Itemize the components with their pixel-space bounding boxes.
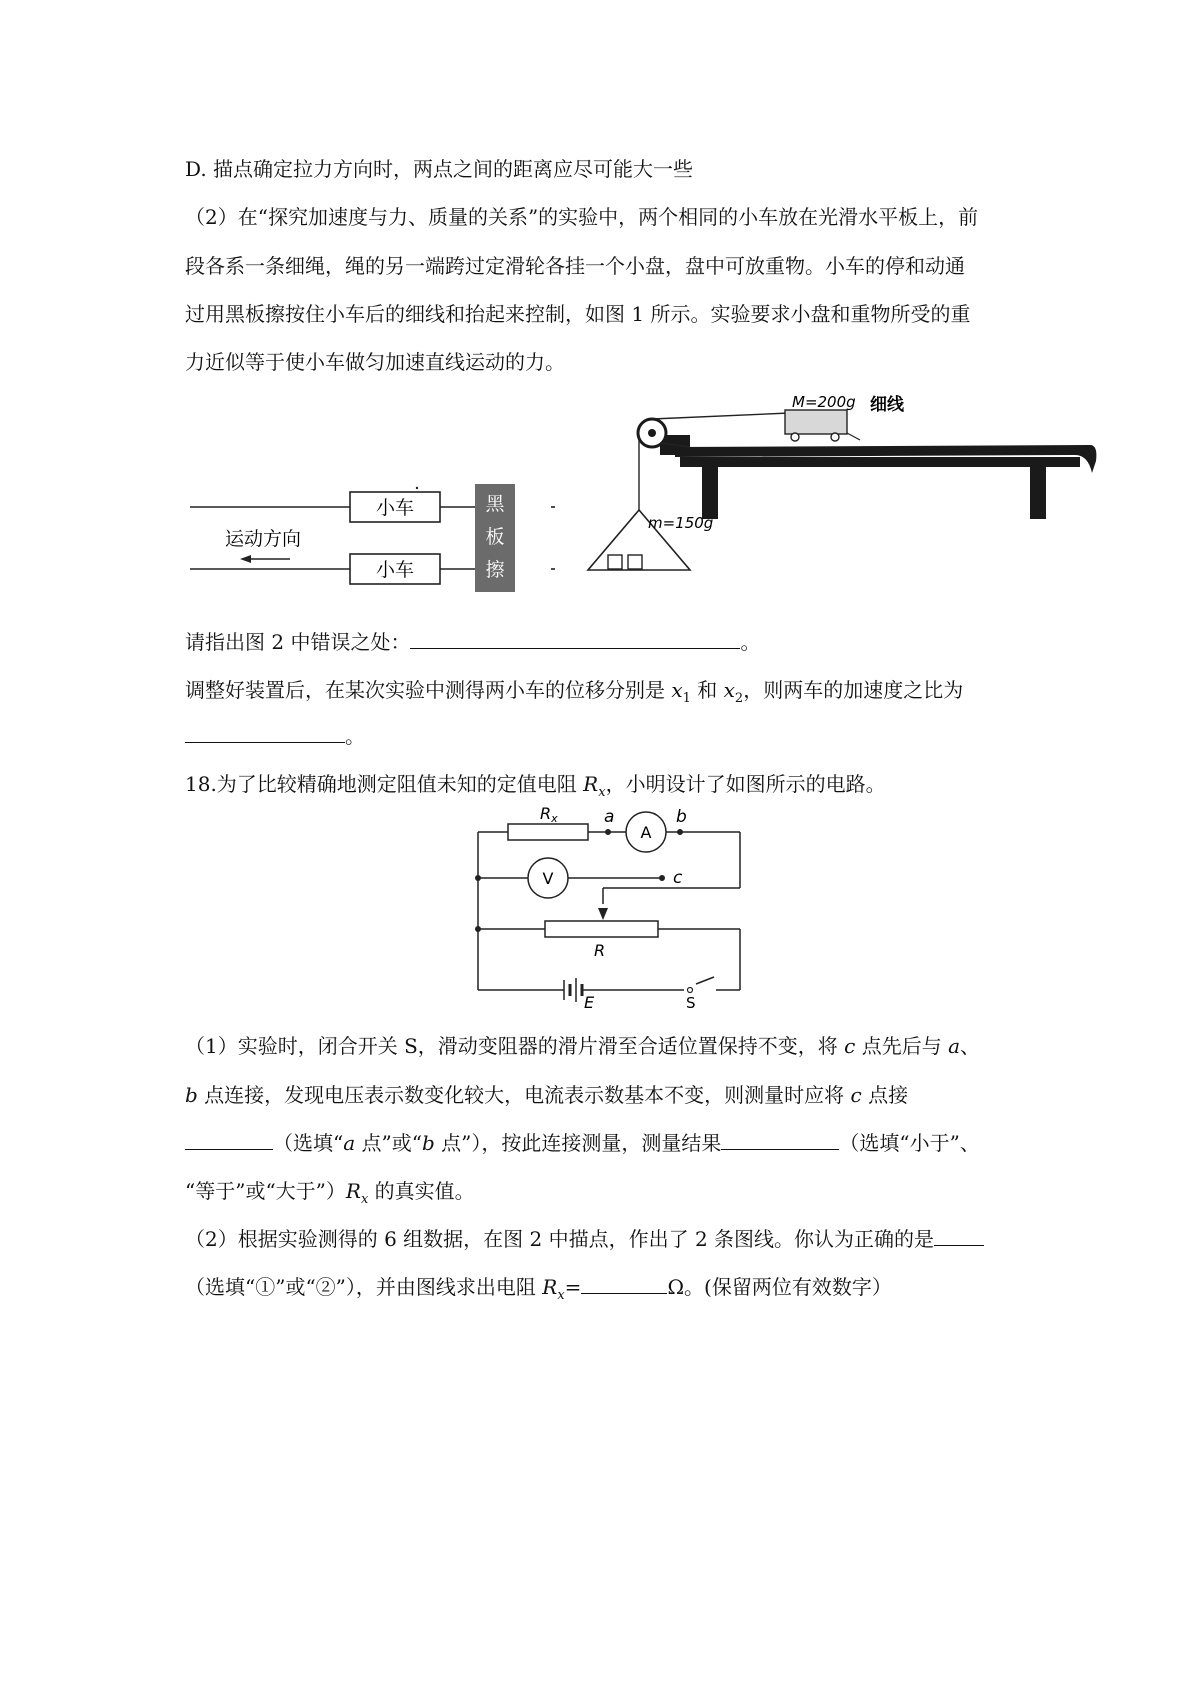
c-symbol-2: c bbox=[850, 1083, 862, 1107]
q18-p2-line1 bbox=[185, 1225, 984, 1253]
rx-symbol: R bbox=[583, 772, 599, 796]
answer-blank-resistance[interactable] bbox=[581, 1273, 667, 1294]
q18-p1-text-6: （选填“ bbox=[273, 1131, 344, 1155]
q18-intro-pre: 18.为了比较精确地测定阻值未知的定值电阻 bbox=[185, 772, 584, 796]
answer-blank-c-point[interactable] bbox=[185, 1129, 273, 1150]
b-symbol-2: b bbox=[421, 1131, 435, 1155]
q17-part2-line1: （2）在“探究加速度与力、质量的关系”的实验中，两个相同的小车放在光滑水平板上，前 bbox=[185, 205, 979, 229]
q18-p1-text-3: 、 bbox=[960, 1034, 980, 1058]
string-label: 细线 bbox=[870, 395, 904, 415]
adjust-text-pre: 调整好装置后，在某次实验中测得两小车的位移分别是 bbox=[185, 678, 672, 702]
q18-p1-line4 bbox=[185, 1177, 475, 1214]
circuit-diagram bbox=[470, 804, 750, 1012]
q18-p1-text-11: 的真实值。 bbox=[368, 1179, 475, 1203]
period-1: 。 bbox=[740, 630, 761, 654]
battery-icon bbox=[564, 978, 582, 1002]
q18-p1-text-4: 点连接，发现电压表示数变化较大，电流表示数基本不变，则测量时应将 bbox=[197, 1083, 851, 1107]
node-b-label: b bbox=[676, 807, 687, 827]
cart-bottom-label: 小车 bbox=[375, 559, 415, 581]
rx-symbol-2: R bbox=[345, 1179, 361, 1203]
node-a-label: a bbox=[604, 807, 615, 827]
q18-intro bbox=[185, 770, 886, 807]
q18-p1-line3 bbox=[185, 1129, 980, 1157]
a-symbol-1: a bbox=[948, 1034, 960, 1058]
error-prompt: 请指出图 2 中错误之处： bbox=[185, 630, 411, 654]
battery-label: E bbox=[584, 993, 595, 1012]
answer-blank-result[interactable] bbox=[721, 1129, 839, 1150]
rheostat bbox=[545, 921, 658, 937]
eraser-char-3: 擦 bbox=[485, 559, 505, 581]
q17-part2-line3: 过用黑板擦按住小车后的细线和抬起来控制，如图 1 所示。实验要求小盘和重物所受的重 bbox=[185, 302, 971, 326]
figure-2-apparatus bbox=[620, 393, 1100, 585]
cart bbox=[785, 410, 847, 434]
slider-arrow-icon bbox=[598, 908, 608, 920]
pan-mass-label: m=150g bbox=[648, 514, 714, 532]
x1-symbol: x bbox=[671, 678, 683, 702]
figure-1-carts-diagram bbox=[185, 480, 555, 595]
c-symbol-1: c bbox=[844, 1034, 856, 1058]
resistor-rx bbox=[508, 824, 588, 840]
q18-p1-text-9: （选填“小于”、 bbox=[839, 1131, 980, 1155]
motion-direction-label: 运动方向 bbox=[225, 528, 302, 550]
error-prompt-line bbox=[185, 628, 760, 656]
string-line bbox=[652, 413, 790, 419]
rx-subscript-3: x bbox=[557, 1288, 565, 1303]
eraser-char-1: 黑 bbox=[485, 493, 505, 515]
q18-p1-line1 bbox=[185, 1032, 980, 1060]
q18-p1-text-1: （1）实验时，闭合开关 S，滑动变阻器的滑片滑至合适位置保持不变，将 bbox=[185, 1034, 845, 1058]
q18-p1-text-5: 点接 bbox=[861, 1083, 909, 1107]
rx-subscript: x bbox=[598, 785, 606, 800]
node-c-label: c bbox=[673, 868, 683, 888]
b-symbol-1: b bbox=[185, 1083, 198, 1107]
and-word: 和 bbox=[690, 678, 724, 702]
ammeter-label: A bbox=[640, 823, 652, 842]
rx-label: Rx bbox=[540, 804, 558, 825]
rx-subscript-2: x bbox=[360, 1192, 369, 1207]
q18-p2-line2 bbox=[185, 1273, 892, 1310]
q18-p1-text-7: 点”或“ bbox=[355, 1131, 422, 1155]
q18-p1-line2 bbox=[185, 1081, 908, 1109]
answer-blank-ratio[interactable] bbox=[185, 722, 345, 743]
period-2: 。 bbox=[345, 724, 365, 748]
q18-p1-text-2: 点先后与 bbox=[855, 1034, 949, 1058]
direction-arrow-icon bbox=[240, 555, 251, 563]
answer-blank-error[interactable] bbox=[410, 628, 740, 649]
adjust-text-post: ，则两车的加速度之比为 bbox=[743, 678, 964, 702]
option-d: D. 描点确定拉力方向时，两点之间的距离应尽可能大一些 bbox=[185, 157, 694, 181]
q17-part2-line4: 力近似等于使小车做匀加速直线运动的力。 bbox=[185, 350, 565, 374]
a-symbol-2: a bbox=[343, 1131, 356, 1155]
rheostat-label: R bbox=[594, 941, 606, 960]
weight-2 bbox=[628, 555, 642, 569]
adjust-line bbox=[185, 676, 963, 713]
cart-mass-label: M=200g bbox=[792, 393, 856, 411]
rx-symbol-3: R bbox=[542, 1275, 558, 1299]
switch-label: S bbox=[686, 994, 696, 1012]
x2-subscript: 2 bbox=[734, 691, 744, 706]
switch-icon bbox=[688, 988, 693, 993]
q18-p2-text-4: Ω。(保留两位有效数字） bbox=[667, 1275, 892, 1299]
q18-p2-text-3: = bbox=[564, 1275, 582, 1299]
x2-symbol: x bbox=[723, 678, 735, 702]
eraser-char-2: 板 bbox=[485, 526, 505, 548]
q18-p2-text-2: （选填“①”或“②”），并由图线求出电阻 bbox=[185, 1275, 543, 1299]
answer-blank-correct-line[interactable] bbox=[934, 1225, 984, 1246]
ratio-answer-line bbox=[185, 722, 365, 750]
x1-subscript: 1 bbox=[682, 691, 691, 706]
q18-p1-text-10: “等于”或“大于”） bbox=[185, 1179, 346, 1203]
voltmeter-label: V bbox=[542, 869, 554, 888]
q18-intro-post: ，小明设计了如图所示的电路。 bbox=[605, 772, 886, 796]
q18-p2-text-1: （2）根据实验测得的 6 组数据，在图 2 中描点，作出了 2 条图线。你认为正确的是 bbox=[185, 1227, 935, 1251]
cart-top-label: 小车 bbox=[375, 497, 415, 519]
q17-part2-line2: 段各系一条细绳，绳的另一端跨过定滑轮各挂一个小盘，盘中可放重物。小车的停和动通 bbox=[185, 254, 965, 278]
q18-p1-text-8: 点”），按此连接测量，测量结果 bbox=[434, 1131, 722, 1155]
weight-1 bbox=[608, 555, 622, 569]
